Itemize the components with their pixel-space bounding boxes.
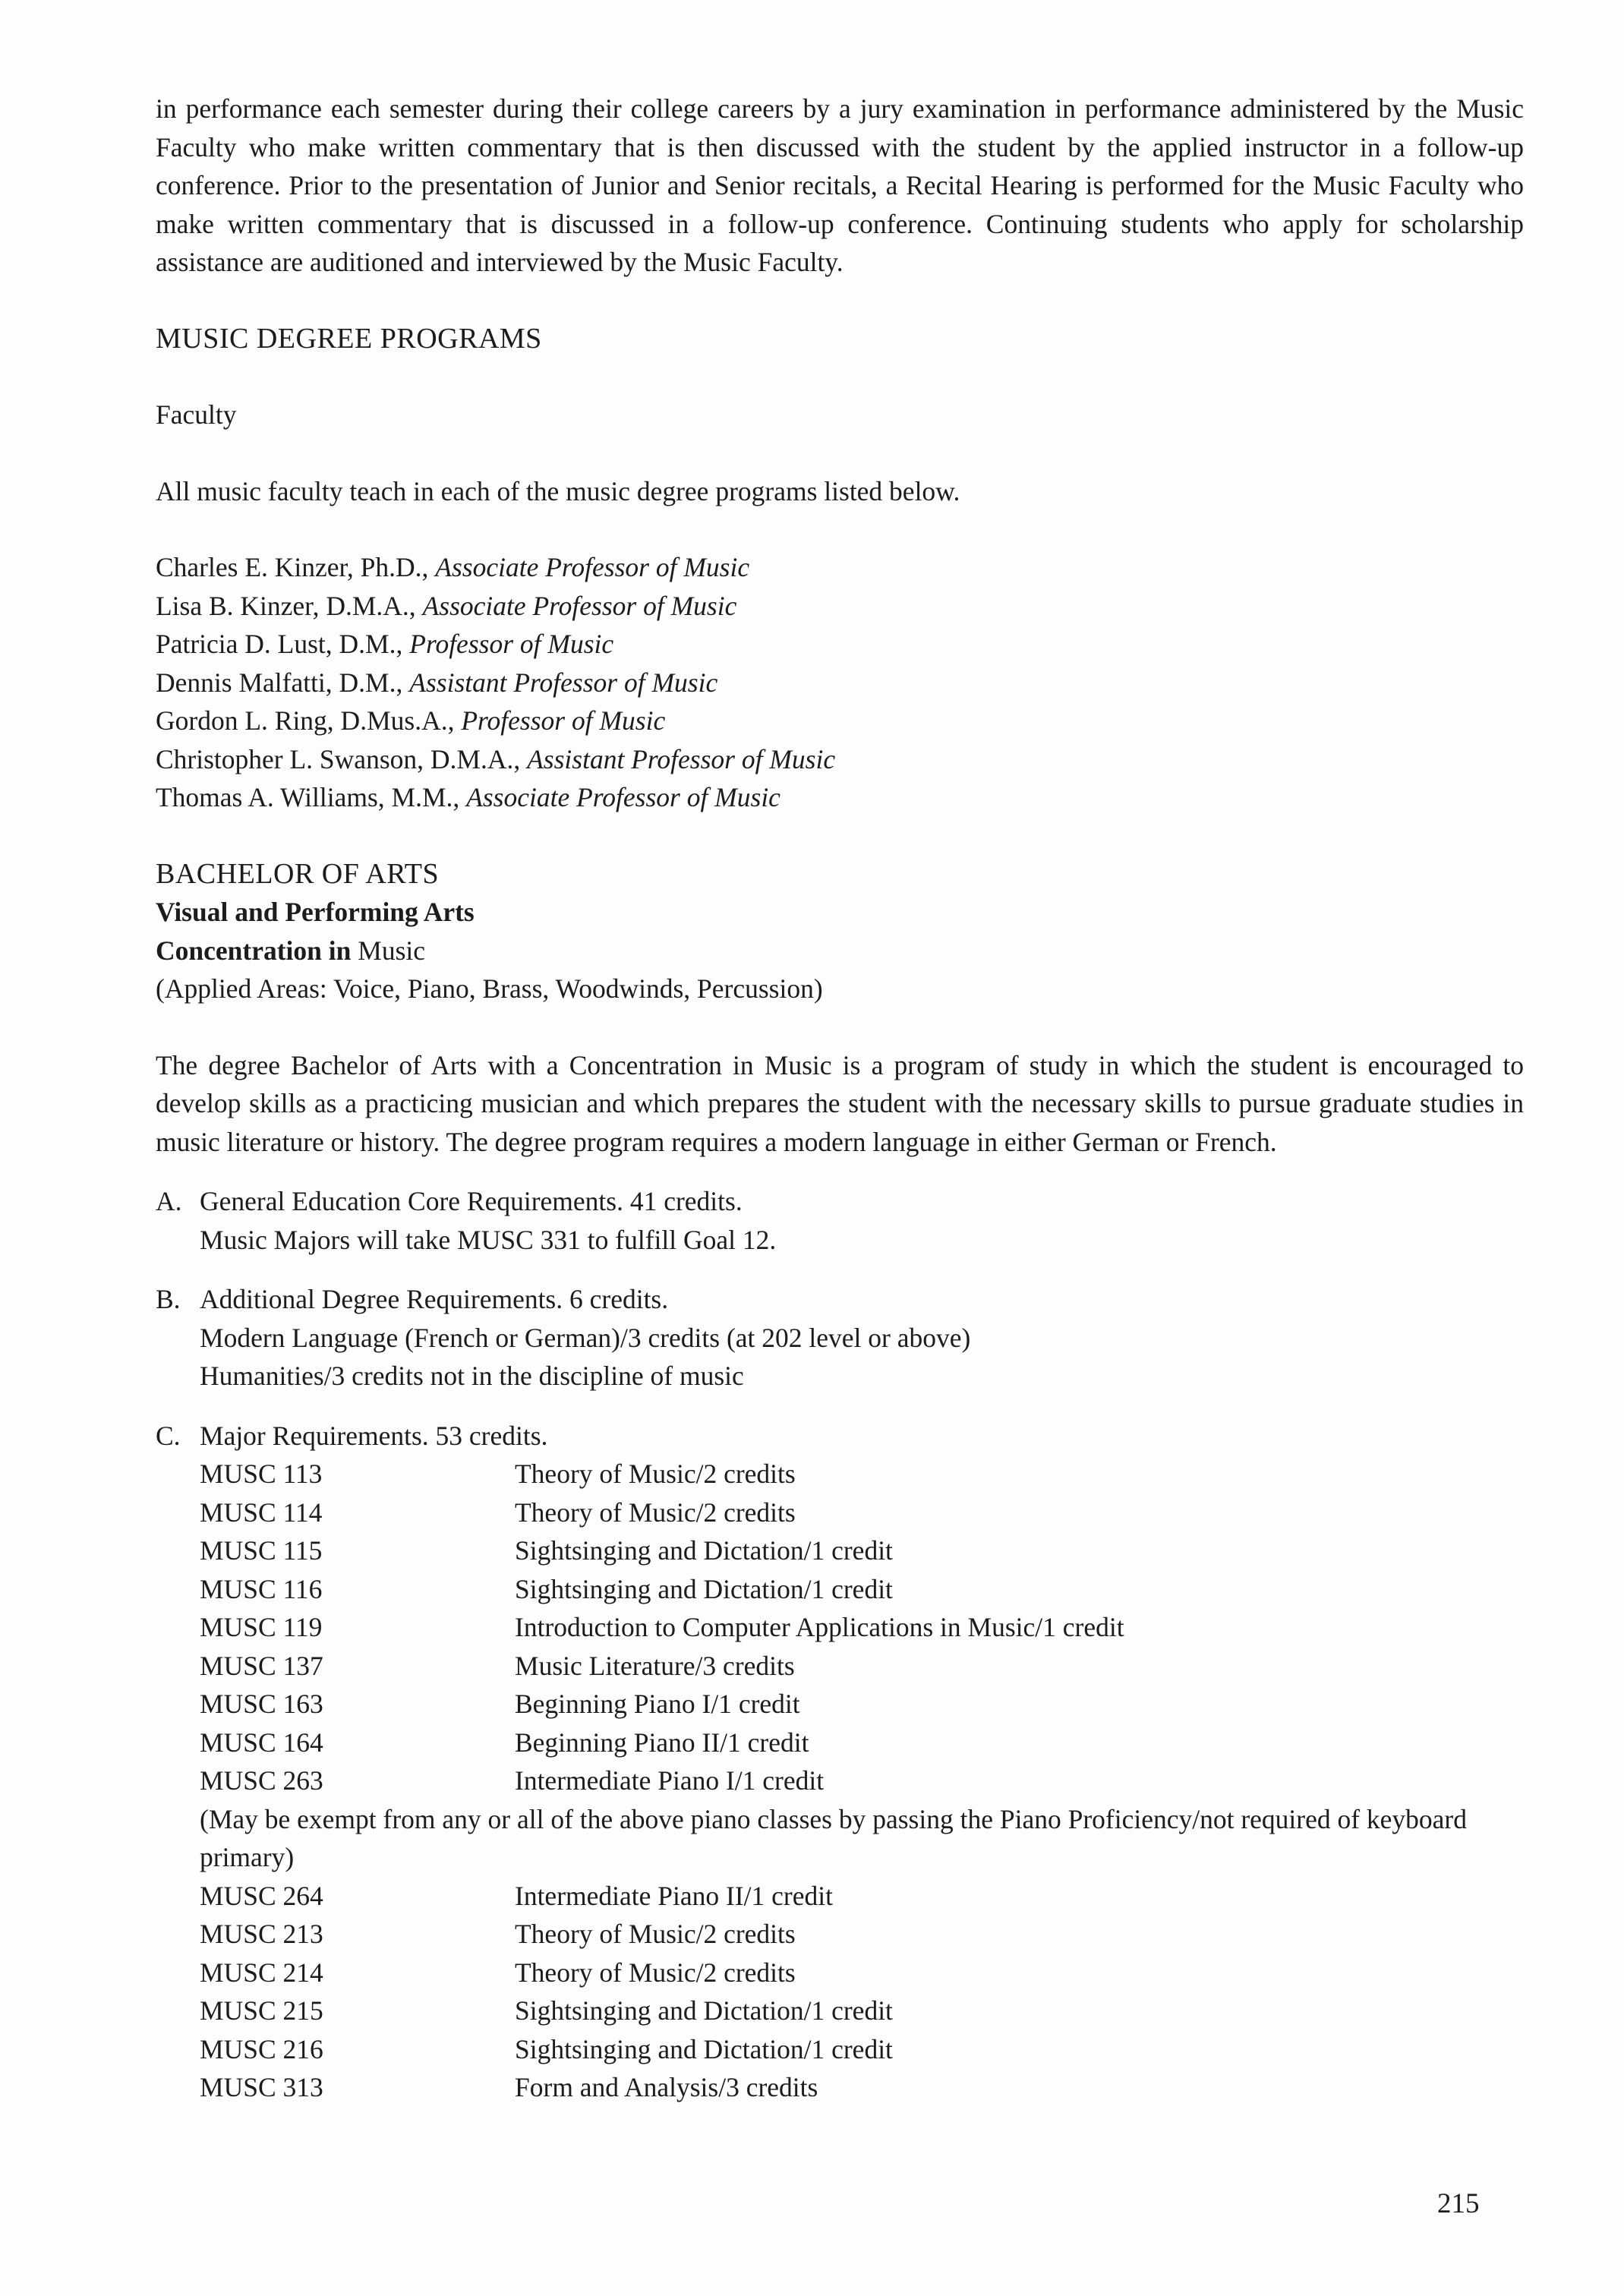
course-row <box>200 1647 1524 1686</box>
course-title: Intermediate Piano I/1 credit <box>515 1765 825 1796</box>
course-code: MUSC 119 <box>200 1612 323 1642</box>
course-title: Sightsinging and Dictation/1 credit <box>515 1573 893 1604</box>
faculty-name: Patricia D. Lust, D.M., <box>156 629 403 659</box>
course-row <box>200 1724 1524 1762</box>
intro-paragraph: in performance each semester during their college careers by a jury examination in performance administered by the Music Faculty who make written commentary that is then discussed with the student by the applied instructor in a follow-up conference. Prior to the presentation of Junior and Senior recitals, a Recital Hearing is performed for the Music Faculty who make written commentary that is discussed in a follow-up conference. Continuing students who apply for scholarship assistance are auditioned and interviewed by the Music Faculty. <box>156 93 1524 277</box>
requirement-letter: A. <box>156 1186 182 1216</box>
requirement-letter: C. <box>156 1420 181 1451</box>
course-title: Sightsinging and Dictation/1 credit <box>515 1535 893 1566</box>
course-title: Beginning Piano II/1 credit <box>515 1727 809 1758</box>
course-code: MUSC 216 <box>200 2033 323 2064</box>
faculty-list <box>156 548 1524 817</box>
course-row <box>200 2030 1524 2069</box>
course-row <box>200 1685 1524 1724</box>
course-title: Sightsinging and Dictation/1 credit <box>515 2033 893 2064</box>
concentration-name: Music <box>358 935 425 966</box>
faculty-title: Assistant Professor of Music <box>409 667 718 698</box>
course-title: Form and Analysis/3 credits <box>515 2072 818 2102</box>
degree-heading: BACHELOR OF ARTS <box>156 857 440 890</box>
course-title: Beginning Piano I/1 credit <box>515 1689 800 1719</box>
faculty-member <box>156 548 1524 587</box>
course-code: MUSC 215 <box>200 1995 323 2026</box>
faculty-name: Gordon L. Ring, D.Mus.A., <box>156 705 455 736</box>
degree-description: The degree Bachelor of Arts with a Concentration in Music is a program of study in which the student is encouraged to develop skills as a practicing musician and which prepares the student with the necessary skills to pursue graduate studies in music literature or history. The degree program requires a modern language in either German or French. <box>156 1049 1524 1157</box>
course-row <box>200 1493 1524 1532</box>
requirement-a <box>156 1182 1524 1259</box>
course-title: Theory of Music/2 credits <box>515 1459 796 1489</box>
course-row <box>200 1570 1524 1609</box>
course-title: Intermediate Piano II/1 credit <box>515 1880 833 1911</box>
faculty-intro: All music faculty teach in each of the music degree programs listed below. <box>156 475 960 506</box>
faculty-heading: Faculty <box>156 399 237 430</box>
requirement-line: Humanities/3 credits not in the discipline of music <box>200 1361 744 1391</box>
faculty-title: Professor of Music <box>461 705 666 736</box>
degree-subheading: Visual and Performing Arts <box>156 897 475 927</box>
course-row <box>200 1455 1524 1493</box>
course-code: MUSC 115 <box>200 1535 323 1566</box>
faculty-member <box>156 664 1524 702</box>
faculty-name: Christopher L. Swanson, D.M.A., <box>156 743 521 774</box>
faculty-title: Associate Professor of Music <box>435 552 750 582</box>
faculty-member <box>156 740 1524 779</box>
course-row <box>200 1954 1524 1992</box>
faculty-member <box>156 587 1524 626</box>
faculty-title: Associate Professor of Music <box>422 590 737 621</box>
course-title: Sightsinging and Dictation/1 credit <box>515 1995 893 2026</box>
faculty-name: Charles E. Kinzer, Ph.D., <box>156 552 429 582</box>
course-row <box>200 1531 1524 1570</box>
faculty-member <box>156 778 1524 817</box>
course-code: MUSC 214 <box>200 1957 323 1988</box>
page-number: 215 <box>1437 2188 1480 2219</box>
requirement-title: General Education Core Requirements. 41 credits. <box>200 1186 743 1216</box>
faculty-member <box>156 702 1524 740</box>
course-title: Music Literature/3 credits <box>515 1650 795 1681</box>
course-title: Theory of Music/2 credits <box>515 1919 796 1949</box>
course-row <box>200 2068 1524 2107</box>
course-code: MUSC 164 <box>200 1727 323 1758</box>
course-code: MUSC 114 <box>200 1496 323 1528</box>
requirement-c <box>156 1417 1524 2107</box>
requirement-line: Music Majors will take MUSC 331 to fulfill Goal 12. <box>200 1224 777 1255</box>
course-code: MUSC 137 <box>200 1650 323 1681</box>
document-page <box>156 90 1524 2107</box>
faculty-title: Assistant Professor of Music <box>527 743 836 774</box>
faculty-title: Associate Professor of Music <box>466 782 780 812</box>
course-code: MUSC 116 <box>200 1573 323 1604</box>
applied-areas: (Applied Areas: Voice, Piano, Brass, Woodwinds, Percussion) <box>156 973 823 1004</box>
faculty-title: Professor of Music <box>409 629 614 659</box>
course-row <box>200 1761 1524 1800</box>
course-code: MUSC 163 <box>200 1689 323 1719</box>
course-code: MUSC 313 <box>200 2072 323 2102</box>
course-code: MUSC 264 <box>200 1880 323 1911</box>
requirement-letter: B. <box>156 1284 181 1314</box>
course-row <box>200 1608 1524 1647</box>
requirement-line: Modern Language (French or German)/3 credits (at 202 level or above) <box>200 1322 971 1353</box>
course-title: Introduction to Computer Applications in Music/1 credit <box>515 1612 1124 1642</box>
requirement-title: Major Requirements. 53 credits. <box>200 1420 548 1451</box>
section-heading: MUSIC DEGREE PROGRAMS <box>156 322 542 355</box>
course-code: MUSC 213 <box>200 1919 323 1949</box>
piano-exemption-note: (May be exempt from any or all of the above piano classes by passing the Piano Proficiency/not required of keyboard primary) <box>200 1803 1468 1872</box>
course-code: MUSC 113 <box>200 1459 323 1489</box>
requirement-title: Additional Degree Requirements. 6 credits. <box>200 1284 669 1314</box>
course-title: Theory of Music/2 credits <box>515 1496 796 1528</box>
course-code: MUSC 263 <box>200 1765 323 1796</box>
faculty-name: Dennis Malfatti, D.M., <box>156 667 403 698</box>
faculty-member <box>156 625 1524 664</box>
faculty-name: Thomas A. Williams, M.M., <box>156 782 460 812</box>
faculty-name: Lisa B. Kinzer, D.M.A., <box>156 590 416 621</box>
course-row <box>200 1877 1524 1916</box>
concentration-label: Concentration in <box>156 935 352 966</box>
requirement-b <box>156 1280 1524 1396</box>
course-row <box>200 1915 1524 1954</box>
course-row <box>200 1992 1524 2030</box>
course-title: Theory of Music/2 credits <box>515 1957 796 1988</box>
degree-concentration <box>156 932 1524 970</box>
